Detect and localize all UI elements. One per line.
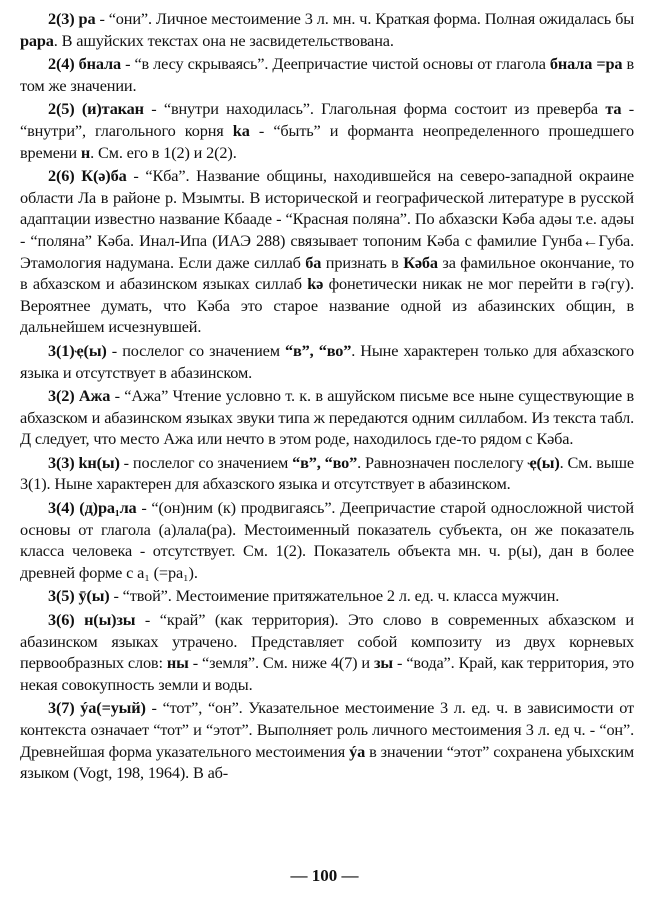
entry-text: - “они”. Личное местоимение 3 л. мн. ч. Краткая форма. Полная ожидалась бы: [95, 9, 634, 28]
entry-text: - “вода”. Край, как территория, это некая совокупность земли и воды.: [20, 653, 634, 694]
bold-term: ны: [166, 653, 189, 673]
commentary-entry: [20, 165, 634, 338]
entry-text: - “Ажа” Чтение условно т. к. в ашуйском письме все ныне существующие в абхазском и абазинском языках звуки типа ж передаются одним силлабом. Из текста табл. Д следует, что место Ажа или нечто в этом роде, находилось где-то рядом с Кәба.: [20, 386, 634, 449]
entry-headword: 3(2) Ажа: [48, 386, 111, 406]
entry-text: - послелог со значением: [119, 452, 293, 472]
bold-term: рара: [20, 30, 54, 50]
commentary-entry: [20, 609, 634, 695]
entry-text: - “(он)ним (к) продвигаясь”. Деепричастие старой односложной чистой основы от глагола (а)лала(ра). Местоименный показатель субъекта, он же показатель класса человека - отсутствует. См. 1(2). Показатель объекта мн. ч. р(ы), дан в более древней форме с a₁ (=ра₁).: [20, 498, 634, 582]
entry-text: - “край” (как территория). Это слово в современных абхазском и абазинском языках утрачено. Представляет собой композиту из двух корневых первообразных слов:: [20, 610, 634, 673]
commentary-entry: [20, 98, 634, 163]
bold-term: зы: [374, 653, 393, 673]
bold-term: “в”, “во”: [292, 452, 358, 472]
entry-text: признать в: [321, 252, 404, 272]
bold-term: Кәба: [403, 252, 438, 272]
entry-headword: 2(6) К(ә)ба: [48, 166, 127, 186]
entry-text: - “в лесу скрываясь”. Деепричастие чистой основы от глагола: [120, 54, 550, 74]
bold-term: ба: [305, 252, 322, 272]
commentary-entry: [20, 585, 634, 607]
entry-headword: 3(6) н(ы)зы: [48, 610, 136, 630]
commentary-entry: [20, 452, 634, 495]
entry-headword: 2(4) бнала: [48, 54, 121, 74]
bold-term: “в”, “во”: [285, 340, 352, 360]
entry-text: . См. выше 3(1). Ныне характерен для абхазского языка и отсутствует в абазинском.: [20, 452, 634, 494]
entry-text: - послелог со значением: [106, 340, 286, 360]
entry-text: - “быть” и форманта неопределенного прошедшего времени: [20, 120, 634, 162]
bold-term: ýа: [349, 741, 366, 761]
bold-term: ҿ(ы): [527, 452, 560, 472]
commentary-text: [20, 8, 634, 784]
commentary-entry: [20, 8, 634, 51]
entry-text: - “твой”. Местоимение притяжательное 2 л. ед. ч. класса мужчин.: [109, 586, 560, 606]
page-number: — 100 —: [290, 866, 359, 885]
commentary-entry: [20, 385, 634, 450]
entry-headword: 3(3) kн(ы): [48, 452, 120, 472]
entry-text: - “земля”. См. ниже 4(7) и: [188, 653, 375, 673]
entry-text: в том же значении.: [20, 54, 634, 95]
entry-text: - “Кба”. Название общины, находившейся на северо-западной окраине области Ла в районе р. Мзымты. В исторической и географической литературе в русской адаптации известно название Кбааде - “Красная поляна”. По абхазски Кәба адәы т.е. адәы - “поляна” Кәба. Инал-Ипа (ИАЭ 288) связывает топоним Кәба с фамилие Гунба←Губа. Этамология надумана. Если даже силлаб: [20, 166, 634, 272]
entry-text: за фамильное окончание, то в абхазском и абазинском языках силлаб: [20, 252, 635, 294]
entry-headword: 2(3) ра: [48, 9, 96, 28]
entry-text: . Ныне характерен только для абхазского языка и отсутствует в абазинском.: [20, 340, 634, 382]
commentary-entry: [20, 497, 634, 583]
bold-term: kә: [307, 274, 324, 294]
entry-headword: 3(1)ҿ(ы): [48, 340, 107, 360]
entry-headword: 3(4) (д)ра₁ла: [48, 498, 137, 518]
commentary-entry: [20, 697, 634, 783]
entry-text: - “внутри находилась”. Глагольная форма состоит из превербa: [143, 99, 606, 119]
bold-term: та: [605, 99, 622, 119]
entry-text: - “тот”, “он”. Указательное местоимение 3 л. ед. ч. в зависимости от контекста означает “тот” и “этот”. Выполняет роль личного местоимения 3 л. ед ч. - “он”. Древнейшая форма указательного местоимения: [20, 698, 634, 761]
entry-text: . Равнозначен послелогу: [357, 452, 528, 472]
entry-text: в значении “этот” сохранена убыхским языком (Vogt, 198, 1964). В аб-: [20, 741, 635, 783]
commentary-entry: [20, 53, 634, 96]
entry-headword: 3(7) ýа(=уый): [48, 698, 146, 718]
bold-term: н: [80, 142, 91, 162]
entry-text: . В ашуйских текстах она не засвидетельствована.: [53, 30, 394, 50]
entry-text: . См. его в 1(2) и 2(2).: [90, 142, 237, 162]
bold-term: бнала =ра: [549, 54, 623, 74]
entry-text: - “внутри”, глагольного корня: [20, 99, 634, 140]
entry-text: фонетически никак не мог перейти в гә(гу). Вероятнее думать, что Кәба это старое название одной из абазинских общин, в дальнейшем исчезнувшей.: [20, 274, 634, 337]
commentary-entry: [20, 340, 634, 383]
entry-headword: 2(5) (и)такан: [48, 99, 144, 119]
entry-headword: 3(5) ӯ(ы): [48, 586, 110, 606]
bold-term: ka: [232, 120, 250, 140]
